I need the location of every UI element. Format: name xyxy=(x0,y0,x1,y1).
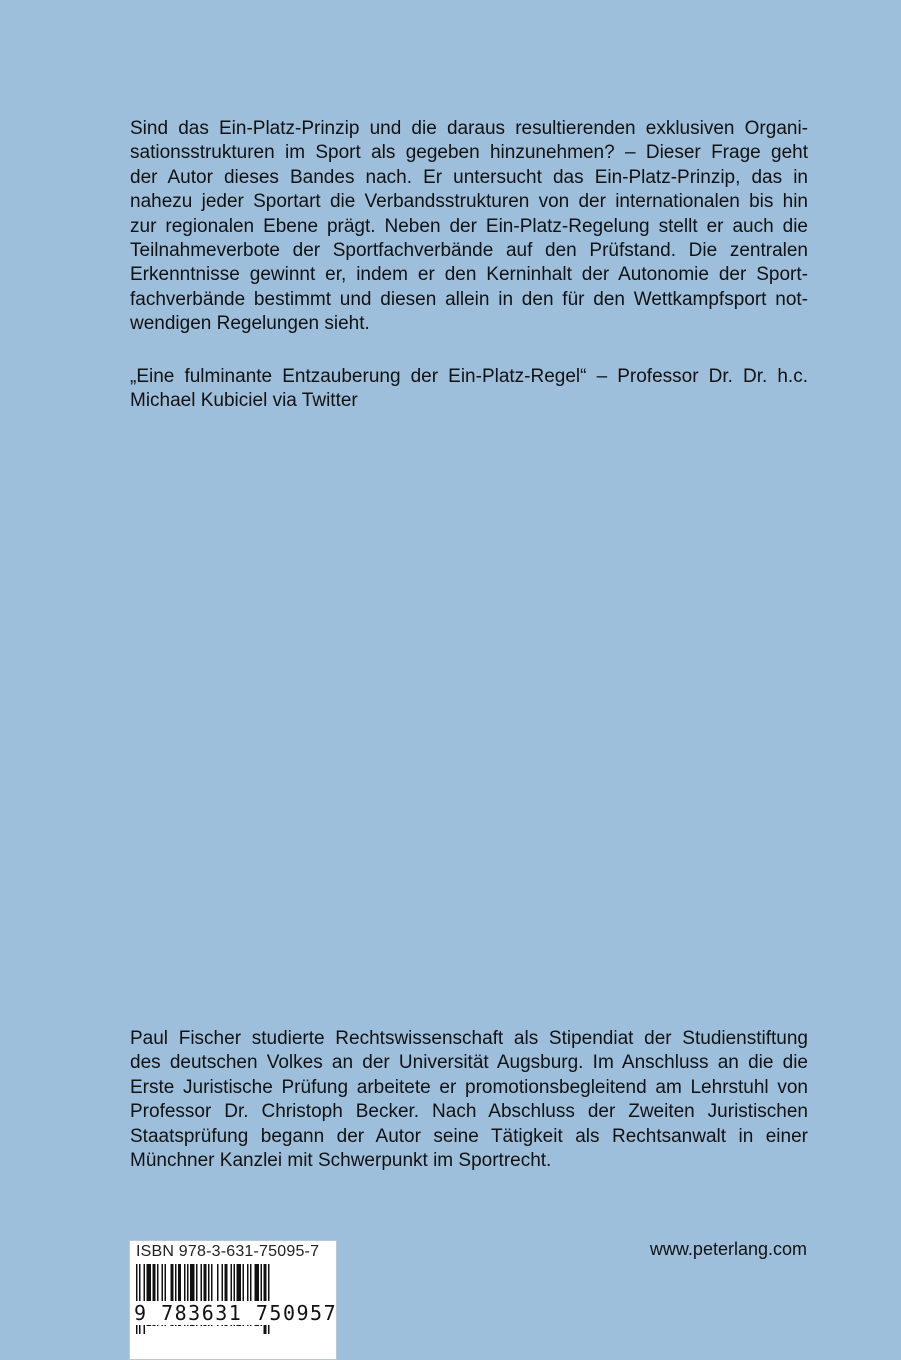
description-line: zur regionalen Ebene prägt. Neben der Ein-Platz-Regelung stellt er auch die xyxy=(130,215,808,237)
description-line: sationsstrukturen im Sport als gegeben hinzunehmen? – Dieser Frage geht xyxy=(130,142,808,164)
description-line: nahezu jeder Sportart die Verbandsstrukturen von der internationalen bis hin xyxy=(130,191,808,213)
author-bio xyxy=(130,1027,808,1173)
description-line: wendigen Regelungen sieht. xyxy=(130,313,370,335)
description-line: Erkenntnisse gewinnt er, indem er den Kerninhalt der Autonomie der Sport- xyxy=(130,264,808,286)
bio-line: Staatsprüfung begann der Autor seine Tätigkeit als Rechtsanwalt in einer xyxy=(130,1125,808,1147)
review-quote xyxy=(130,365,808,414)
isbn-barcode xyxy=(129,1240,337,1360)
quote-line: „Eine fulminante Entzauberung der Ein-Platz-Regel“ – Professor Dr. Dr. h.c. xyxy=(130,366,808,387)
bio-line: Münchner Kanzlei mit Schwerpunkt im Sportrecht. xyxy=(130,1150,552,1172)
bio-line: Erste Juristische Prüfung arbeitete er promotionsbegleitend am Lehrstuhl von xyxy=(130,1076,808,1098)
bio-line: Professor Dr. Christoph Becker. Nach Abschluss der Zweiten Juristischen xyxy=(130,1101,808,1123)
isbn-label: ISBN 978-3-631-75095-7 xyxy=(136,1243,320,1260)
publisher-url[interactable]: www.peterlang.com xyxy=(649,1239,807,1259)
quote-line: Michael Kubiciel via Twitter xyxy=(130,390,358,412)
bio-line: Paul Fischer studierte Rechtswissenschaft als Stipendiat der Studienstiftung xyxy=(130,1028,808,1049)
bio-line: des deutschen Volkes an der Universität Augsburg. Im Anschluss an die die xyxy=(130,1052,808,1074)
description-line: fachverbände bestimmt und diesen allein in den für den Wettkampfsport not- xyxy=(130,288,808,310)
description-line: Teilnahmeverbote der Sportfachverbände auf den Prüfstand. Die zentralen xyxy=(130,240,808,262)
book-description xyxy=(130,117,808,337)
description-line: der Autor dieses Bandes nach. Er untersucht das Ein-Platz-Prinzip, das in xyxy=(130,166,808,188)
barcode-bars xyxy=(134,1264,338,1336)
barcode-digits: 9 783631 750957 xyxy=(134,1301,338,1325)
description-line: Sind das Ein-Platz-Prinzip und die daraus resultierenden exklusiven Organi- xyxy=(130,118,808,139)
